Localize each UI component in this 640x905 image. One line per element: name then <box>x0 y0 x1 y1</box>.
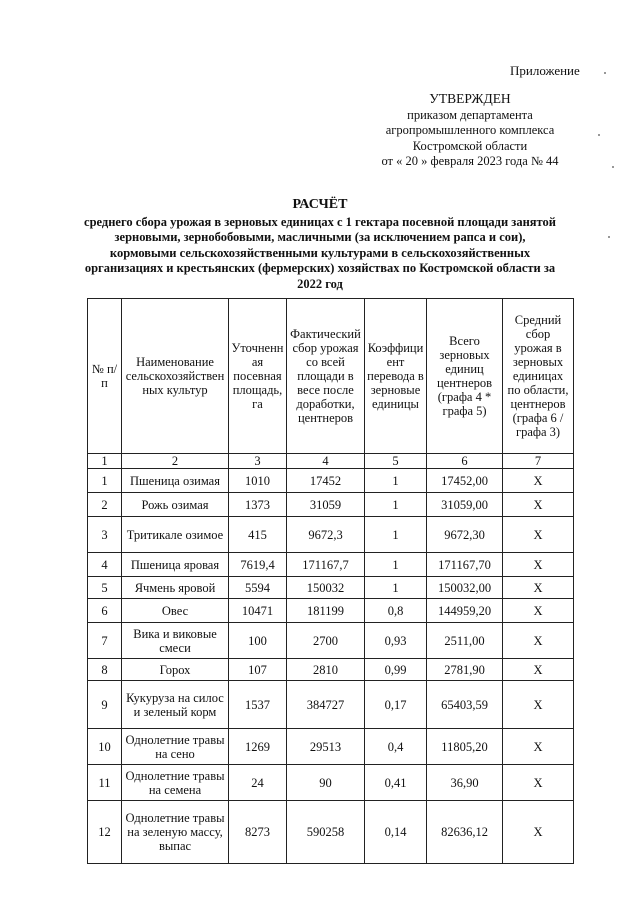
title-subtitle: среднего сбора урожая в зерновых единицах с 1 гектара посевной площади занятой зерновыми, зернобобовыми, масличными (за исключением рапса и сои), кормовыми сельскохозяйственными культурами в сельскохозяйственных организациях и крестьянских (фермерских) хозяйствах по Костромской области за 2022 год <box>84 214 556 291</box>
grain-units-cell: 9672,30 <box>427 517 503 553</box>
grain-units-cell: 150032,00 <box>427 577 503 599</box>
row-number-cell: 8 <box>88 659 122 681</box>
coefficient-cell: 0,14 <box>365 801 427 864</box>
crop-name-cell: Однолетние травы на сено <box>122 729 229 765</box>
scan-speck <box>608 236 610 238</box>
grain-units-cell: 65403,59 <box>427 681 503 729</box>
coefficient-cell: 0,41 <box>365 765 427 801</box>
row-number-cell: 2 <box>88 493 122 517</box>
average-cell: X <box>503 493 574 517</box>
row-number-cell: 5 <box>88 577 122 599</box>
coefficient-cell: 0,4 <box>365 729 427 765</box>
table-body <box>88 454 574 864</box>
row-number-cell: 9 <box>88 681 122 729</box>
area-cell: 24 <box>229 765 287 801</box>
row-number-cell: 10 <box>88 729 122 765</box>
grain-units-cell: 82636,12 <box>427 801 503 864</box>
coefficient-cell: 1 <box>365 469 427 493</box>
area-cell: 100 <box>229 623 287 659</box>
header-row <box>88 299 574 454</box>
average-cell: X <box>503 469 574 493</box>
order-line: Костромской области <box>412 138 528 153</box>
crop-name-cell: Ячмень яровой <box>122 577 229 599</box>
coefficient-cell: 0,93 <box>365 623 427 659</box>
grain-units-cell: 11805,20 <box>427 729 503 765</box>
average-cell: X <box>503 801 574 864</box>
average-cell: X <box>503 599 574 623</box>
average-cell: X <box>503 659 574 681</box>
yield-cell: 171167,7 <box>287 553 365 577</box>
crop-name-cell: Рожь озимая <box>122 493 229 517</box>
grain-units-cell: 2781,90 <box>427 659 503 681</box>
table-row <box>88 623 574 659</box>
column-number-cell: 2 <box>122 454 229 469</box>
column-header: Всего зерновых единиц центнеров (графа 4 * графа 5) <box>427 299 503 454</box>
crop-name-cell: Однолетние травы на семена <box>122 765 229 801</box>
row-number-cell: 1 <box>88 469 122 493</box>
area-cell: 107 <box>229 659 287 681</box>
grain-units-cell: 17452,00 <box>427 469 503 493</box>
yield-cell: 181199 <box>287 599 365 623</box>
table-row <box>88 493 574 517</box>
row-number-cell: 6 <box>88 599 122 623</box>
harvest-table <box>87 298 574 864</box>
grain-units-cell: 31059,00 <box>427 493 503 517</box>
table-row <box>88 599 574 623</box>
appendix-label: Приложение <box>510 63 580 78</box>
table-row <box>88 469 574 493</box>
row-number-cell: 12 <box>88 801 122 864</box>
crop-name-cell: Горох <box>122 659 229 681</box>
table-row <box>88 659 574 681</box>
average-cell: X <box>503 681 574 729</box>
area-cell: 10471 <box>229 599 287 623</box>
yield-cell: 90 <box>287 765 365 801</box>
yield-cell: 590258 <box>287 801 365 864</box>
column-header: Средний сбор урожая в зерновых единицах по области, центнеров (графа 6 / графа 3) <box>503 299 574 454</box>
area-cell: 5594 <box>229 577 287 599</box>
average-cell: X <box>503 553 574 577</box>
column-header: Коэффициент перевода в зерновые единицы <box>365 299 427 454</box>
yield-cell: 31059 <box>287 493 365 517</box>
row-number-cell: 11 <box>88 765 122 801</box>
average-cell: X <box>503 577 574 599</box>
coefficient-cell: 1 <box>365 577 427 599</box>
scan-speck <box>598 134 600 136</box>
area-cell: 1373 <box>229 493 287 517</box>
column-number-cell: 7 <box>503 454 574 469</box>
area-cell: 1537 <box>229 681 287 729</box>
crop-name-cell: Овес <box>122 599 229 623</box>
column-number-row <box>88 454 574 469</box>
yield-cell: 2810 <box>287 659 365 681</box>
table-row <box>88 681 574 729</box>
table-row <box>88 729 574 765</box>
title-main: РАСЧЁТ <box>292 197 348 212</box>
coefficient-cell: 1 <box>365 517 427 553</box>
coefficient-cell: 1 <box>365 553 427 577</box>
column-number-cell: 4 <box>287 454 365 469</box>
yield-cell: 29513 <box>287 729 365 765</box>
approved-heading: УТВЕРЖДЕН <box>429 91 511 106</box>
average-cell: X <box>503 517 574 553</box>
coefficient-cell: 0,8 <box>365 599 427 623</box>
table-row <box>88 801 574 864</box>
grain-units-cell: 36,90 <box>427 765 503 801</box>
column-header: № п/п <box>88 299 122 454</box>
crop-name-cell: Кукуруза на силос и зеленый корм <box>122 681 229 729</box>
yield-cell: 17452 <box>287 469 365 493</box>
column-number-cell: 5 <box>365 454 427 469</box>
grain-units-cell: 2511,00 <box>427 623 503 659</box>
table-row <box>88 765 574 801</box>
area-cell: 1010 <box>229 469 287 493</box>
crop-name-cell: Однолетние травы на зеленую массу, выпас <box>122 801 229 864</box>
average-cell: X <box>503 623 574 659</box>
table-row <box>88 553 574 577</box>
coefficient-cell: 0,99 <box>365 659 427 681</box>
yield-cell: 9672,3 <box>287 517 365 553</box>
column-header: Наименование сельскохозяйственных культур <box>122 299 229 454</box>
row-number-cell: 7 <box>88 623 122 659</box>
grain-units-cell: 171167,70 <box>427 553 503 577</box>
scan-speck <box>604 72 606 74</box>
table-header <box>88 299 574 454</box>
coefficient-cell: 1 <box>365 493 427 517</box>
column-number-cell: 1 <box>88 454 122 469</box>
column-header: Фактический сбор урожая со всей площади в весе после доработки, центнеров <box>287 299 365 454</box>
scan-speck <box>612 166 614 168</box>
area-cell: 415 <box>229 517 287 553</box>
average-cell: X <box>503 729 574 765</box>
crop-name-cell: Пшеница яровая <box>122 553 229 577</box>
average-cell: X <box>503 765 574 801</box>
table-row <box>88 577 574 599</box>
grain-units-cell: 144959,20 <box>427 599 503 623</box>
row-number-cell: 3 <box>88 517 122 553</box>
area-cell: 8273 <box>229 801 287 864</box>
area-cell: 7619,4 <box>229 553 287 577</box>
crop-name-cell: Пшеница озимая <box>122 469 229 493</box>
column-number-cell: 6 <box>427 454 503 469</box>
approval-block <box>360 91 580 170</box>
crop-name-cell: Вика и виковые смеси <box>122 623 229 659</box>
order-date: от « 20 » февраля 2023 года № 44 <box>381 154 559 168</box>
yield-cell: 384727 <box>287 681 365 729</box>
column-header: Уточненная посевная площадь, га <box>229 299 287 454</box>
column-number-cell: 3 <box>229 454 287 469</box>
coefficient-cell: 0,17 <box>365 681 427 729</box>
yield-cell: 150032 <box>287 577 365 599</box>
document-title <box>80 197 560 292</box>
yield-cell: 2700 <box>287 623 365 659</box>
table-row <box>88 517 574 553</box>
area-cell: 1269 <box>229 729 287 765</box>
order-line: агропромышленного комплекса <box>385 123 555 137</box>
crop-name-cell: Тритикале озимое <box>122 517 229 553</box>
order-line: приказом департамента <box>407 107 533 122</box>
row-number-cell: 4 <box>88 553 122 577</box>
